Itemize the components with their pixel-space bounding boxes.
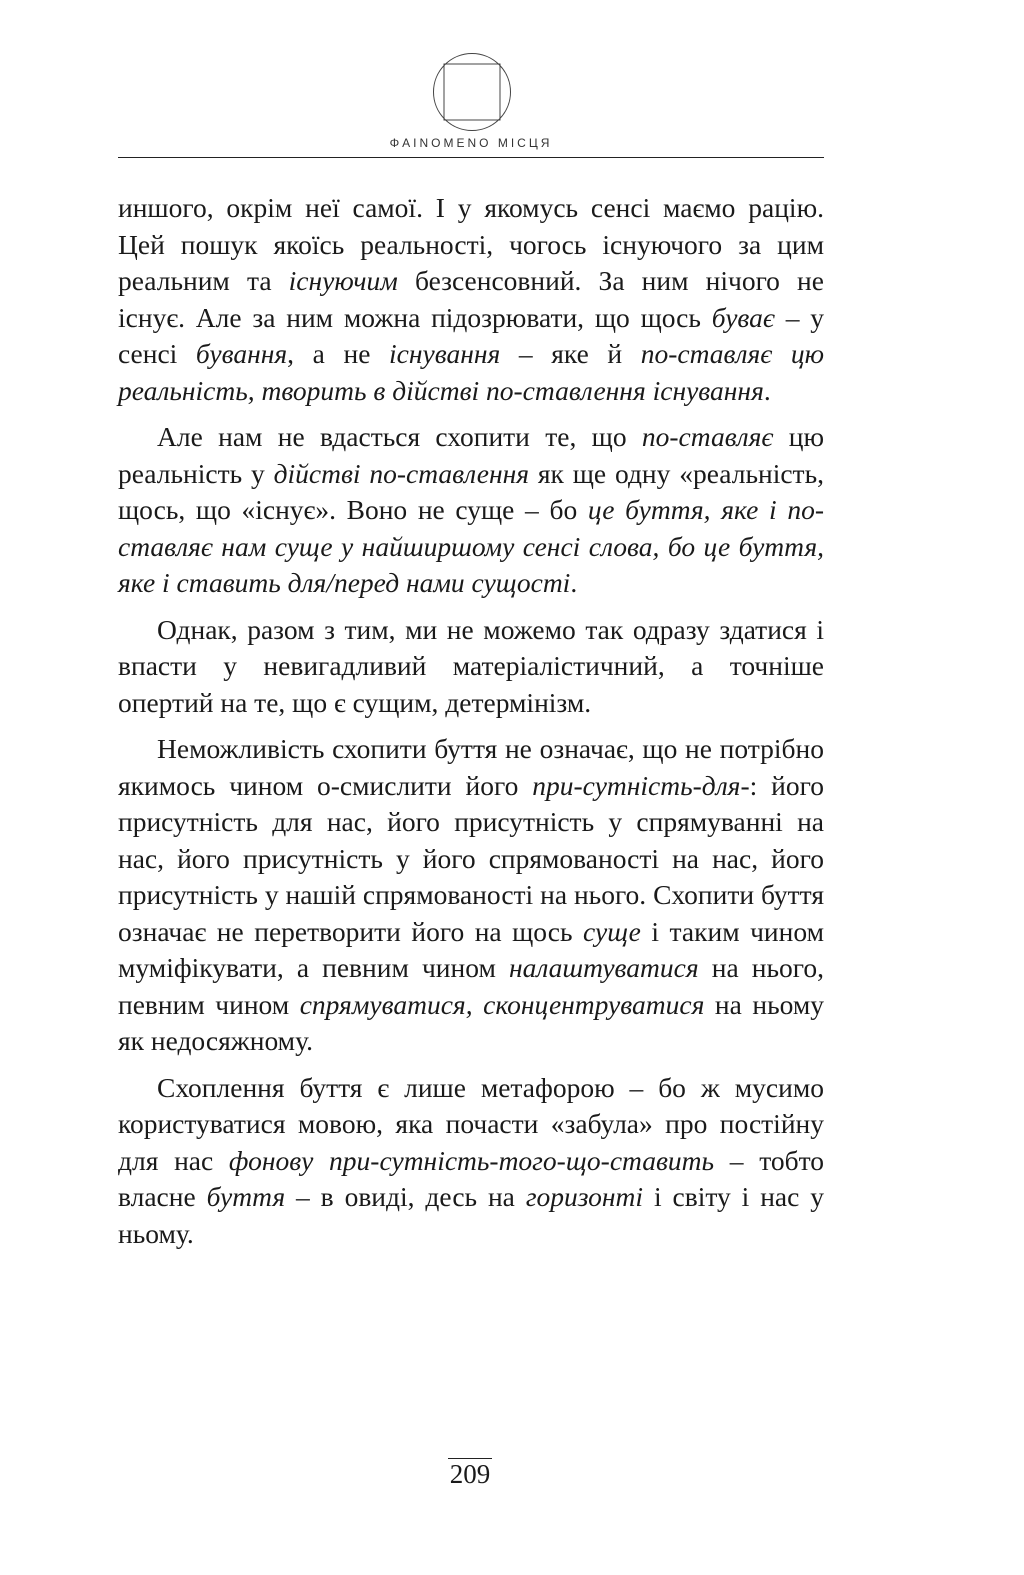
paragraph: [118, 612, 824, 722]
text-segment: Неможливість схопити буття не означає, що не потрібно якимось чином о-смислити його: [118, 733, 824, 801]
text-segment: безсенсовний. За ним нічого не існує. Але за ним можна підозрювати, що щось: [118, 265, 824, 333]
running-title: ΦAINOMENO МІСЦЯ: [389, 136, 553, 150]
paragraph: [118, 1070, 824, 1253]
italic-text: по-ставляє: [641, 421, 774, 452]
text-segment: иншого, окрім неї самої. І у якомусь сенсі маємо рацію. Цей пошук якоїсь реальності, чогось існуючого за цим реальним та: [118, 192, 824, 296]
text-segment: .: [763, 374, 771, 406]
page-number-value: 209: [449, 1459, 491, 1489]
paragraph: [118, 419, 824, 602]
circle-square-emblem-icon: [432, 52, 512, 132]
text-segment: – яке й: [500, 338, 641, 369]
italic-text: спрямуватися, сконцентруватися: [299, 988, 705, 1020]
text-segment: і таким чином муміфікувати, а певним чином: [118, 915, 824, 983]
page-number: [0, 1459, 940, 1490]
text-segment: цю реальність у: [118, 421, 824, 489]
italic-text: це буття, яке і по-ставляє нам суще у найширшому сенсі слова, бо це буття, яке і ставить для/перед нами сущості: [118, 494, 824, 598]
italic-text: бування: [195, 338, 288, 369]
italic-text: існування: [389, 338, 501, 369]
italic-text: дійстві по-ставлення: [273, 457, 530, 489]
text-segment: на нього, певним чином: [118, 952, 824, 1020]
italic-text: налаштуватися: [508, 952, 699, 983]
text-segment: – тобто власне: [118, 1144, 824, 1212]
text-segment: , а не: [287, 338, 390, 369]
italic-text: по-ставляє цю реальність, творить в дійстві по-ставлення існування: [118, 338, 824, 406]
italic-text: горизонті: [525, 1181, 644, 1212]
text-segment: як ще одну «реальність, щось, що «існує». Воно не суще – бо: [118, 457, 824, 525]
text-segment: Однак, разом з тим, ми не можемо так одразу здатися і впасти у невигадливий матеріалістичний, а точніше опертий на те, що є сущим, детермінізм.: [118, 613, 824, 718]
paragraph: [118, 190, 824, 409]
text-segment: – в овиді, десь на: [285, 1181, 526, 1212]
text-segment: і світу і нас у ньому.: [118, 1181, 824, 1249]
text-segment: Але нам не вдасться схопити те, що: [157, 421, 642, 452]
italic-text: буття: [206, 1181, 286, 1212]
italic-text: суще: [583, 915, 641, 947]
main-text: [118, 190, 824, 1252]
paragraph: [118, 731, 824, 1060]
text-segment: Схоплення буття є лише метафорою – бо ж мусимо користуватися мовою, яка почасти «забула» про постійну для нас: [118, 1071, 824, 1176]
italic-text: буває: [711, 301, 775, 333]
italic-text: фонову при-сутність-того-що-ставить: [228, 1144, 715, 1176]
italic-text: при-сутність-для-: [532, 769, 750, 801]
text-segment: на ньому як недосяжному.: [118, 988, 825, 1056]
text-segment: .: [570, 567, 578, 598]
italic-text: існуючим: [288, 265, 398, 296]
text-segment: – у сенсі: [118, 301, 825, 369]
header-divider: [118, 157, 824, 158]
text-segment: : його присутність для нас, його присутність у спрямуванні на нас, його присутність у його спрямованості на нас, його присутність у нашій спрямованості на нього. Схопити буття означає не перетворити його на щось: [118, 769, 824, 947]
